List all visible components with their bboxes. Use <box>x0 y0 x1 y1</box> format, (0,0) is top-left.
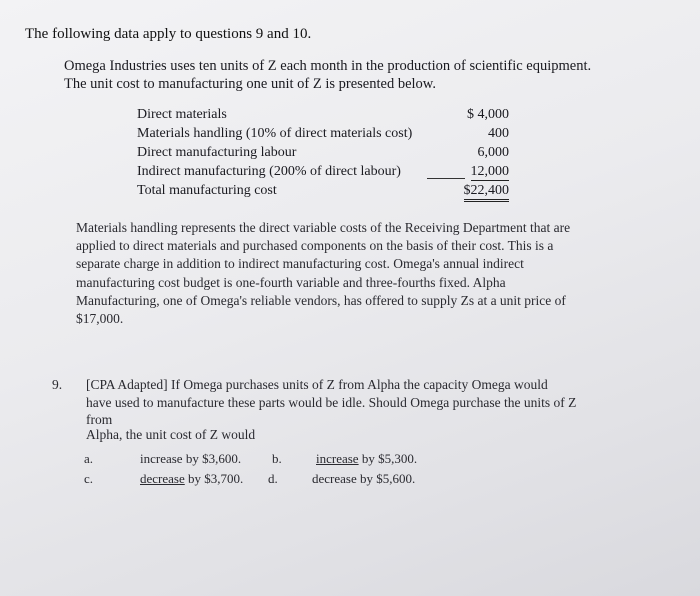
cost-row <box>137 145 517 164</box>
question-stem: Alpha, the unit cost of Z would <box>86 427 256 442</box>
cost-row-total <box>137 183 517 202</box>
option-b-amount: by $5,300. <box>358 451 418 466</box>
cost-row <box>137 164 517 183</box>
option-d-direction: decrease <box>312 471 357 486</box>
cost-label: Direct materials <box>137 107 227 122</box>
question-line: [CPA Adapted] If Omega purchases units of Z from Alpha the capacity Omega would <box>86 377 548 392</box>
option-c-direction: decrease <box>140 471 185 486</box>
option-c-amount: by $3,700. <box>184 471 244 486</box>
cost-value: 400 <box>488 126 509 141</box>
question-line: have used to manufacture these parts would be idle. Should Omega purchase the units of Z <box>86 394 577 410</box>
paragraph-line: Manufacturing, one of Omega's reliable vendors, has offered to supply Zs at a unit price of <box>76 292 566 308</box>
paragraph-line: separate charge in addition to indirect manufacturing cost. Omega's annual indirect <box>76 256 524 272</box>
cost-value: $ 4,000 <box>467 107 509 122</box>
question-number: 9. <box>52 377 63 392</box>
cost-label: Direct manufacturing labour <box>137 145 297 160</box>
cost-row <box>137 126 517 145</box>
cost-value-total: $22,400 <box>464 183 510 202</box>
option-a-amount: by $3,600. <box>182 451 242 466</box>
intro-text <box>64 57 664 93</box>
cost-label: Indirect manufacturing (200% of direct labour) <box>137 164 401 179</box>
option-a-direction: increase <box>140 451 183 466</box>
option-b[interactable] <box>316 451 417 467</box>
cost-label: Materials handling (10% of direct materials cost) <box>137 126 413 141</box>
option-a-letter: a. <box>84 451 94 466</box>
cost-value: 12,000 <box>470 164 509 179</box>
leader-line <box>427 178 465 179</box>
materials-paragraph <box>76 219 636 328</box>
option-c[interactable] <box>140 471 243 487</box>
cost-table <box>137 107 517 202</box>
option-a[interactable] <box>140 451 241 467</box>
option-b-letter: b. <box>272 451 282 466</box>
question-text <box>86 376 646 429</box>
option-d-letter: d. <box>268 471 278 486</box>
intro-line: Omega Industries uses ten units of Z each month in the production of scientific equipment. <box>64 58 592 74</box>
option-b-direction: increase <box>316 451 359 466</box>
paragraph-line: manufacturing cost budget is one-fourth variable and three-fourths fixed. Alpha <box>76 274 506 290</box>
cost-value: 6,000 <box>477 145 509 160</box>
option-d[interactable] <box>312 471 415 487</box>
section-heading: The following data apply to questions 9 and 10. <box>25 26 312 42</box>
intro-line: The unit cost to manufacturing one unit of Z is presented below. <box>64 76 436 92</box>
question-line: from <box>86 412 113 427</box>
paragraph-line: Materials handling represents the direct variable costs of the Receiving Department that are <box>76 220 571 235</box>
paragraph-line: $17,000. <box>76 311 124 327</box>
paragraph-line: applied to direct materials and purchased components on the basis of their cost. This is a <box>76 238 554 254</box>
option-d-amount: by $5,600. <box>356 471 416 486</box>
cost-label: Total manufacturing cost <box>137 183 277 198</box>
cost-row <box>137 107 517 126</box>
option-c-letter: c. <box>84 471 94 486</box>
